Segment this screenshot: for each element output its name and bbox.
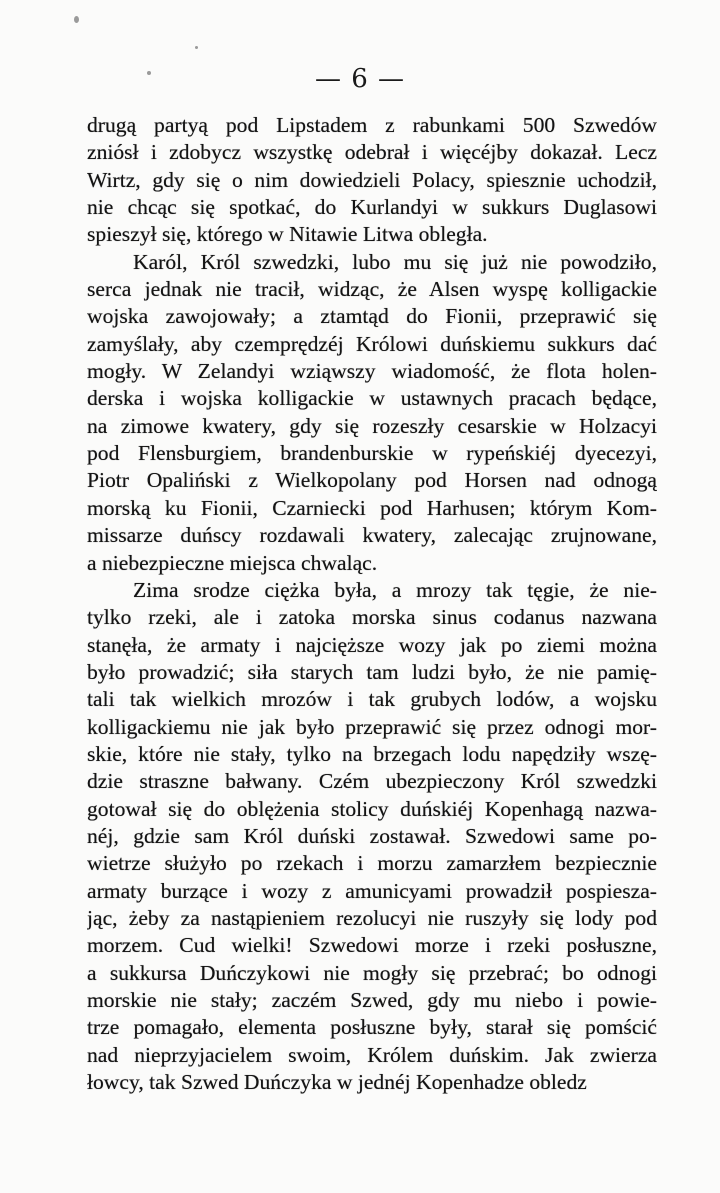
text-line: na zimowe kwatery, gdy się rozeszły cesarskie w Holzacyi <box>87 413 657 438</box>
text-line: trze pomagało, elementa posłuszne były, starał się pomścić <box>87 1015 657 1040</box>
text-line: skie, które nie stały, tylko na brzegach lodu napędziły wszę- <box>87 741 657 766</box>
text-line: missarze duńscy rozdawali kwatery, zalecając zrujnowane, <box>87 523 657 548</box>
text-line: drugą partyą pod Lipstadem z rabunkami 500 Szwedów <box>87 113 657 137</box>
text-line: łowcy, tak Szwed Duńczyka w jednéj Kopenhadze obledz <box>87 1070 587 1095</box>
text-line: kolligackiemu nie jak było przeprawić się przez odnogi mor- <box>87 714 657 739</box>
text-line: armaty burzące i wozy z amunicyami prowadził pospiesza- <box>87 878 657 903</box>
text-line: a niebezpieczne miejsca chwaląc. <box>87 550 378 575</box>
text-line: wietrze służyło po rzekach i morzu zamarzłem bezpiecznie <box>87 851 657 876</box>
text-line: stanęła, że armaty i najcięższe wozy jak po ziemi można <box>87 632 657 657</box>
paper-speck <box>74 16 79 23</box>
text-line: a sukkursa Duńczykowi nie mogły się przebrać; bo odnogi <box>87 960 657 985</box>
text-line: tylko rzeki, ale i zatoka morska sinus codanus nazwana <box>87 605 657 630</box>
body-text <box>87 112 657 1096</box>
text-line: Karól, Król szwedzki, lubo mu się już nie powodziło, <box>133 249 657 274</box>
text-line: serca jednak nie tracił, widząc, że Alsen wyspę kolligackie <box>87 277 657 302</box>
text-line: derska i wojska kolligackie w ustawnych pracach będące, <box>87 386 657 411</box>
text-line: tali tak wielkich mrozów i tak grubych lodów, a wojsku <box>87 687 657 712</box>
text-line: wojska zawojowały; a ztamtąd do Fionii, przeprawić się <box>87 304 657 329</box>
text-line: Wirtz, gdy się o nim dowiedzieli Polacy, spiesznie uchodził, <box>87 167 657 192</box>
text-line: gotował się do oblężenia stolicy duńskiéj Kopenhagą nazwa- <box>87 796 657 821</box>
text-line: Piotr Opaliński z Wielkopolany pod Horsen nad odnogą <box>87 468 657 493</box>
text-line: morskie nie stały; zaczém Szwed, gdy mu niebo i powie- <box>87 988 657 1012</box>
text-line: zniósł i zdobycz wszystkę odebrał i więcéjby dokazał. Lecz <box>87 140 657 165</box>
text-line: spieszył się, którego w Nitawie Litwa obległa. <box>87 222 488 247</box>
text-line: morzem. Cud wielki! Szwedowi morze i rzeki posłuszne, <box>87 933 657 958</box>
text-line: Zima srodze ciężka była, a mrozy tak tęgie, że nie- <box>133 577 657 602</box>
text-line: zamyślały, aby czemprędzéj Królowi duńskiemu sukkurs dać <box>87 331 657 356</box>
text-line: pod Flensburgiem, brandenburskie w rypeńskiéj dyecezyi, <box>87 441 657 466</box>
text-line: morską ku Fionii, Czarniecki pod Harhusen; którym Kom- <box>87 495 657 520</box>
text-line: jąc, żeby za nastąpieniem rezolucyi nie ruszyły się lody pod <box>87 905 657 930</box>
text-line: néj, gdzie sam Król duński zostawał. Szwedowi same po- <box>87 823 657 848</box>
text-line: dzie straszne bałwany. Czém ubezpieczony Król szwedzki <box>87 769 657 794</box>
paper-speck <box>195 46 198 49</box>
text-line: mogły. W Zelandyi wziąwszy wiadomość, że flota holen- <box>87 359 657 384</box>
text-line: było prowadzić; siła starych tam ludzi było, że nie pamię- <box>87 659 657 684</box>
text-line: nad nieprzyjacielem swoim, Królem duńskim. Jak zwierza <box>87 1042 657 1067</box>
text-line: nie chcąc się spotkać, do Kurlandyi w sukkurs Duglasowi <box>87 195 657 220</box>
page-number: — 6 — <box>314 64 406 94</box>
